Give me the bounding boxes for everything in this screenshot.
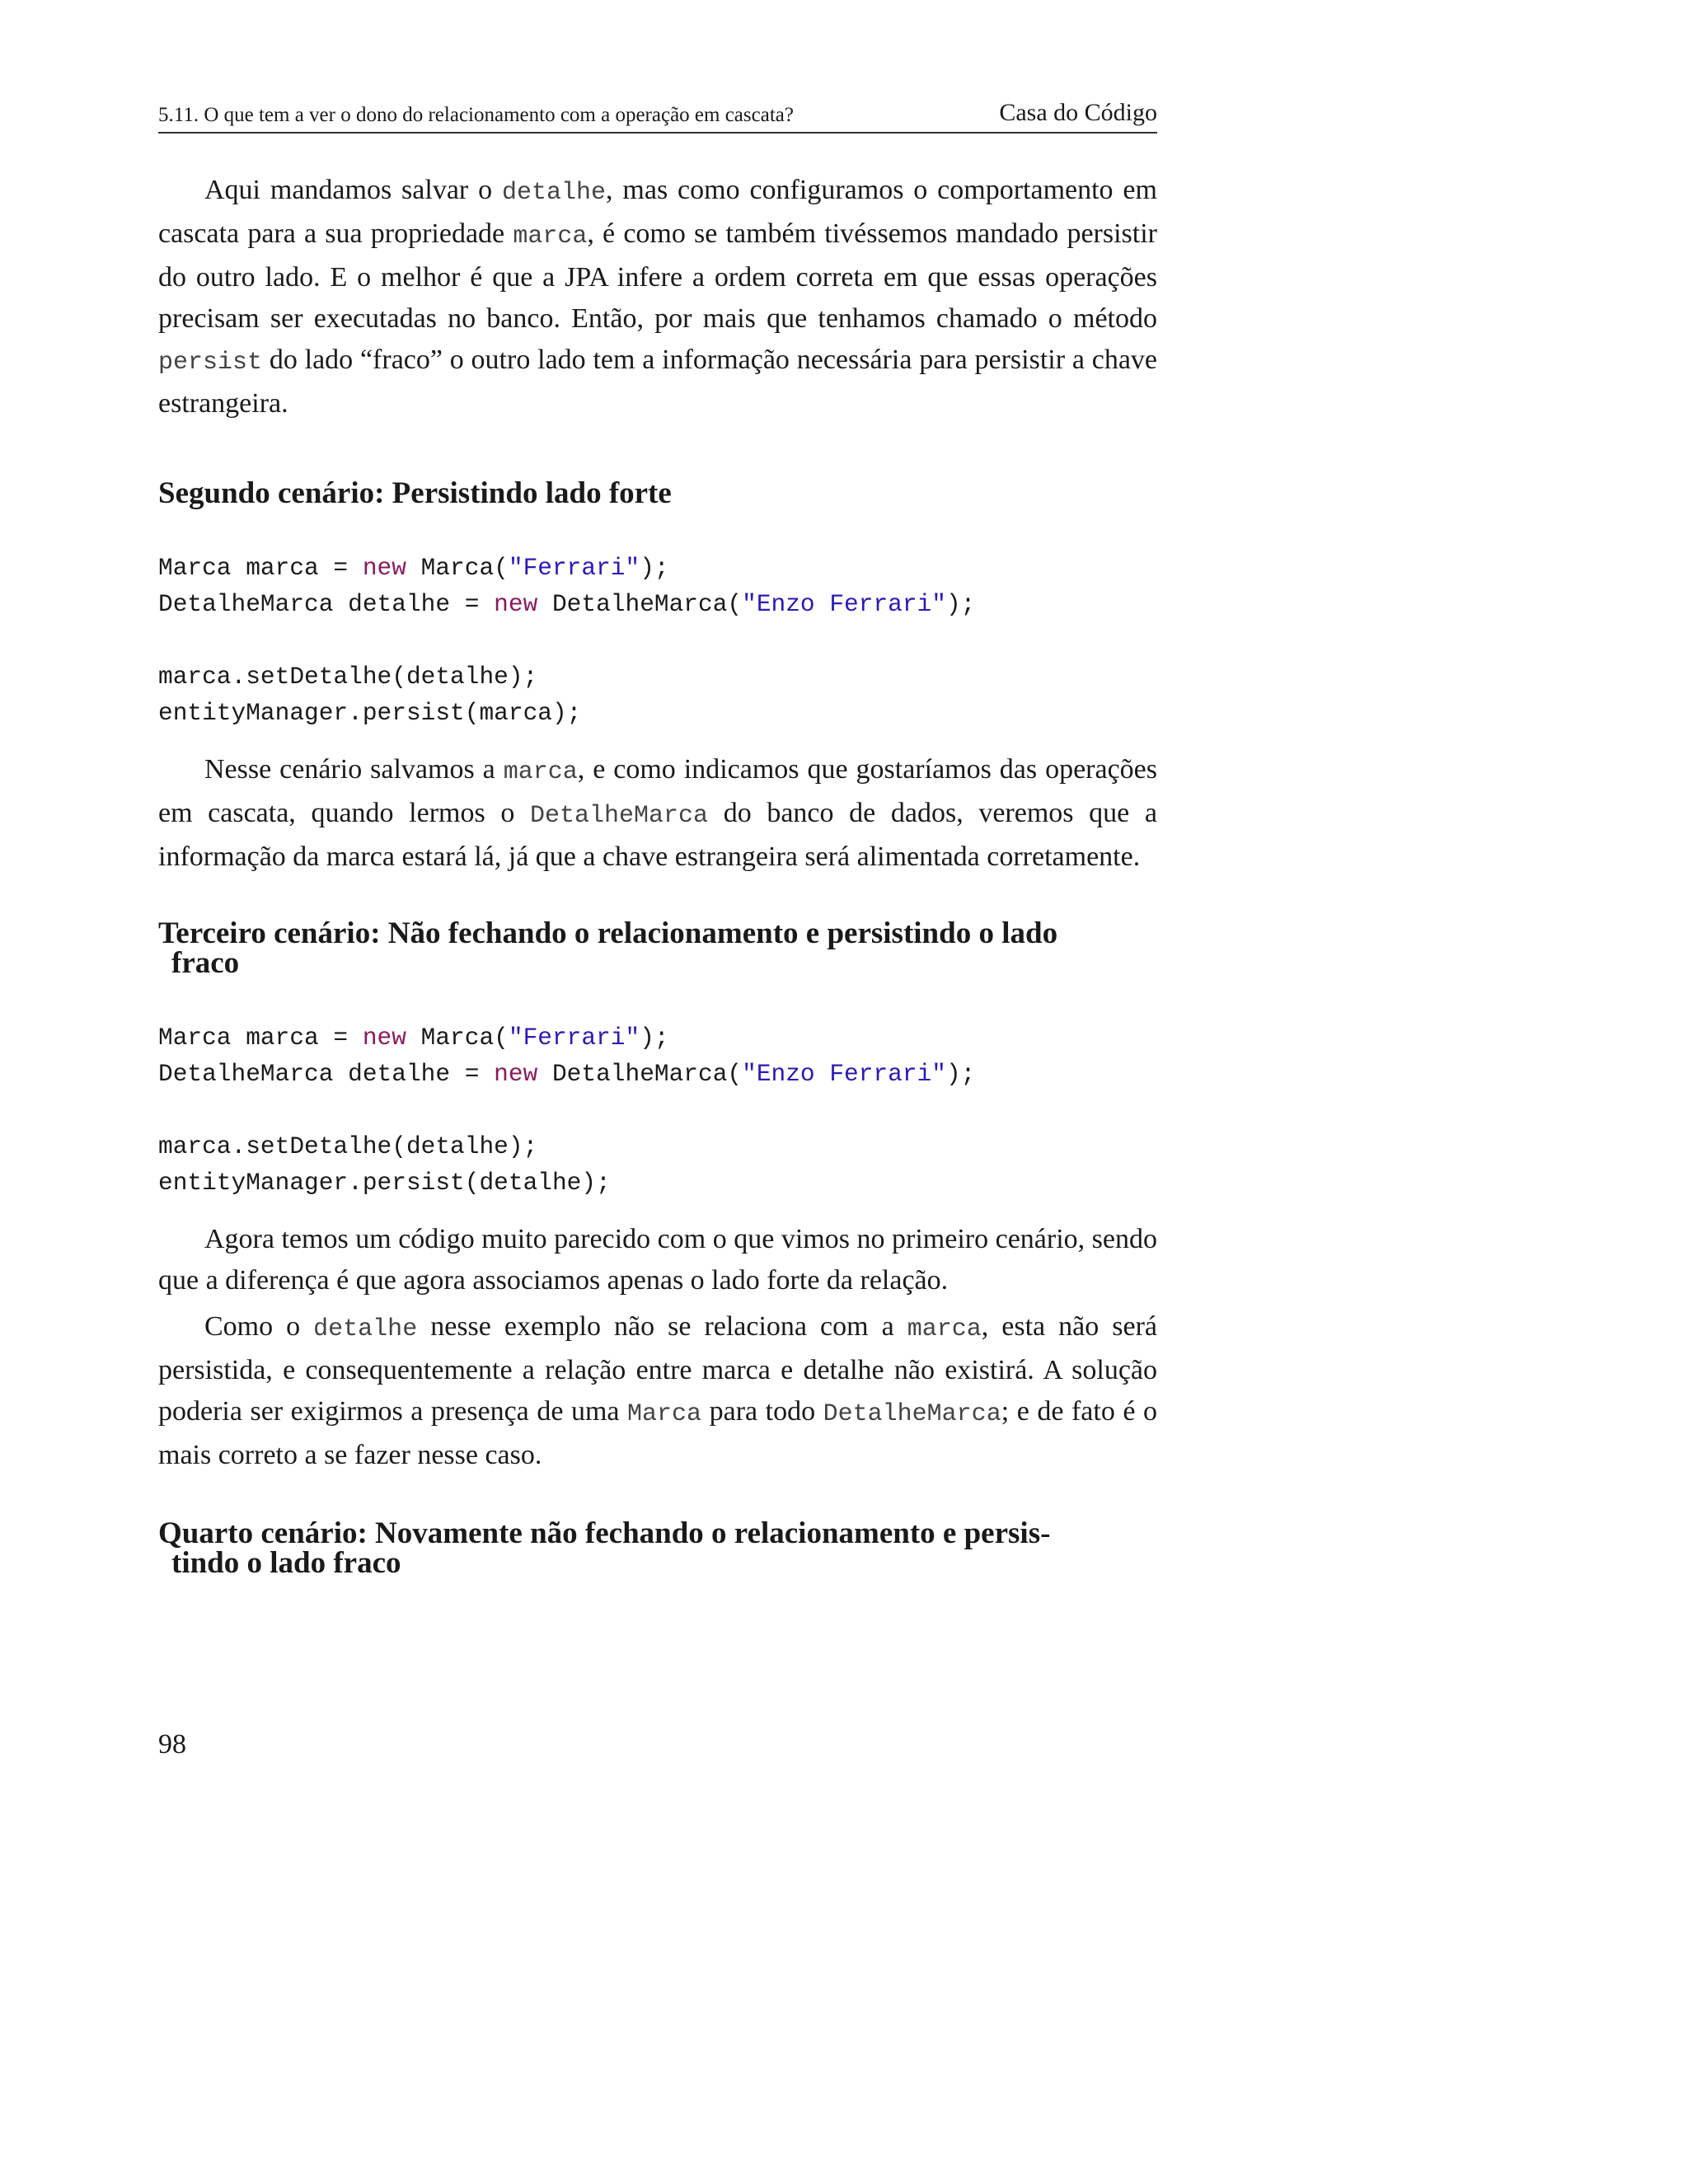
heading-line: Quarto cenário: Novamente não fechando o relacionamento e persis-	[158, 1516, 1051, 1550]
code-line: marca.setDetalhe(detalhe);	[158, 663, 538, 691]
code-block-1	[158, 550, 1157, 731]
heading-terceiro-cenario	[158, 916, 1157, 980]
paragraph-3: Agora temos um código muito parecido com o que vimos no primeiro cenário, sendo que a diferença é que agora associamos apenas o lado forte da relação.	[158, 1224, 1157, 1296]
text: , é como se também tivéssemos mandado persistir do outro lado. E o melhor é que a JPA infere a ordem correta em que essas operações precisam ser executadas no banco. Então, por mais que tenhamos chamado o método	[158, 218, 1157, 334]
code-line: entityManager.persist(detalhe);	[158, 1169, 611, 1197]
page-number: 98	[158, 1729, 186, 1760]
heading-segundo-cenario: Segundo cenário: Persistindo lado forte	[158, 476, 672, 510]
heading-line: fraco	[171, 946, 240, 980]
inline-code: Marca	[627, 1400, 702, 1428]
text: , esta não será persistida, e consequentemente a relação entre marca e detalhe não existirá. A solução poderia ser exigirmos a presença de uma	[158, 1311, 1158, 1427]
code-line: entityManager.persist(marca);	[158, 699, 582, 727]
section-title: 5.11. O que tem a ver o dono do relacionamento com a operação em cascata?	[158, 104, 794, 126]
publisher-name: Casa do Código	[999, 99, 1157, 126]
inline-code: marca	[503, 758, 578, 786]
book-page	[158, 97, 1157, 1578]
inline-code: detalhe	[502, 179, 607, 207]
text: ; e de fato é o mais correto a se fazer nesse caso.	[158, 1396, 1158, 1470]
text: , e como indicamos que gostaríamos das operações em cascata, quando lermos o	[158, 754, 1158, 828]
text: Nesse cenário salvamos a	[204, 754, 504, 785]
text: do banco de dados, veremos que a informação da marca estará lá, já que a chave estrangeira será alimentada corretamente.	[158, 798, 1157, 872]
inline-code: marca	[513, 223, 588, 251]
paragraph-4	[158, 1306, 1157, 1476]
code-blank-line	[158, 1092, 1157, 1128]
heading-quarto-cenario	[158, 1516, 1157, 1580]
code-line: DetalheMarca detalhe = new DetalheMarca("Enzo Ferrari");	[158, 590, 976, 618]
inline-code: detalhe	[313, 1315, 418, 1343]
code-line: Marca marca = new Marca("Ferrari");	[158, 1024, 669, 1052]
text: Como o	[204, 1311, 314, 1342]
text: para todo	[701, 1396, 823, 1427]
paragraph-2	[158, 749, 1157, 878]
code-block-2	[158, 1019, 1157, 1201]
heading-line: tindo o lado fraco	[171, 1546, 401, 1580]
text: Aqui mandamos salvar o	[204, 175, 502, 205]
text: do lado “fraco” o outro lado tem a informação necessária para persistir a chave estrangeira.	[158, 344, 1157, 419]
inline-code: persist	[158, 349, 263, 377]
text: nesse exemplo não se relaciona com a	[417, 1311, 907, 1342]
text: , mas como configuramos o comportamento em cascata para a sua propriedade	[158, 175, 1157, 249]
code-line: marca.setDetalhe(detalhe);	[158, 1132, 538, 1160]
inline-code: DetalheMarca	[530, 802, 709, 830]
running-header	[158, 97, 1157, 134]
code-line: Marca marca = new Marca("Ferrari");	[158, 554, 669, 582]
heading-line: Terceiro cenário: Não fechando o relacionamento e persistindo o lado	[158, 916, 1058, 950]
code-blank-line	[158, 622, 1157, 658]
code-line: DetalheMarca detalhe = new DetalheMarca("Enzo Ferrari");	[158, 1060, 976, 1088]
inline-code: marca	[907, 1315, 982, 1343]
paragraph-1	[158, 170, 1157, 424]
inline-code: DetalheMarca	[823, 1400, 1001, 1428]
